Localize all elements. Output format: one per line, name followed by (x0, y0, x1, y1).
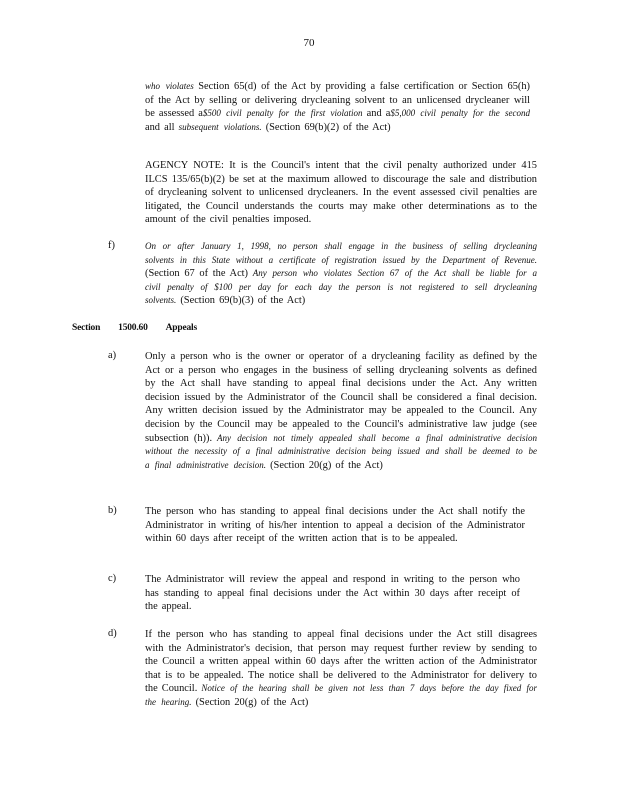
text-run: If the person who has standing to appeal final decisions under the Act still disagrees with the Administrator's decision, that person may request further review by sending to the Council a written appeal within 60 days after the written action of the Administrator that is to be appealed. The notice shall be delivered to the Administrator for delivery to the Council. (145, 629, 537, 695)
text-run: Any person who violates Section 67 of the Act shall be liable for a civil penalty of $100 per day for each day the person is not registered to sell drycleaning solvents. (145, 268, 537, 306)
item-b-paragraph: The person who has standing to appeal final decisions under the Act shall notify the Administrator in writing of his/her intention to appeal a decision of the Administrator within 60 days after receipt of the written action that is to be appealed. (145, 506, 525, 545)
text-run: Section 65(d) of the Act by providing a false certification or Section 65(h) of the Act by selling or delivering drycleaning solvent to an unlicensed drycleaner will be assessed a (145, 81, 531, 120)
item-marker-d: d) (108, 628, 117, 639)
text-run: Any decision not timely appealed shall become a final administrative decision without the necessity of a final administrative decision being issued and shall be deemed to be a final administrative decision. (145, 432, 537, 470)
agency-note: AGENCY NOTE: It is the Council's intent that the civil penalty authorized under 415 ILCS 135/65(b)(2) be set at the maximum allowed to discourage the sale and distribution of drycleaning solvent to unlicensed drycleaners. In the event assessed civil penalties are litigated, the Council understands the courts may make other determinations as to the amount of the civil penalties imposed. (145, 160, 537, 226)
top-paragraph (145, 80, 530, 134)
text-run: and a (362, 108, 391, 120)
text-run: (Section 20(g) of the Act) (191, 696, 309, 708)
item-c-paragraph: The Administrator will review the appeal and respond in writing to the person who has standing to appeal final decisions under the Act within 30 days after receipt of the appeal. (145, 574, 520, 613)
text-run: (Section 69(b)(2) of the Act) (261, 121, 391, 133)
section-number: 1500.60 (118, 323, 148, 333)
text-run: Only a person who is the owner or operator of a drycleaning facility as defined by the Act or a person who engages in the business of selling drycleaning solvents as defined by the Act shall have standing to appeal final decisions under the Act. Any written decision issued by the Administrator of the Council shall be considered a final decision. Any written decision issued by the Administrator may be appealed to the Council. Any decision by the Council may be appealed to the Council's administrative law judge (see subsection (h)). (145, 351, 537, 444)
item-marker-c: c) (108, 573, 117, 584)
text-run: subsequent violations. (178, 121, 262, 132)
text-run: On or after January 1, 1998, no person shall engage in the business of selling drycleaning solvents in this State without a certificate of registration issued by the Department of Revenue. (145, 241, 537, 265)
text-run: Notice of the hearing shall be given not less than 7 days before the day fixed for the hearing. (145, 683, 538, 707)
item-marker-a: a) (108, 350, 117, 361)
item-a-paragraph (145, 350, 537, 472)
item-marker-f: f) (108, 240, 115, 251)
text-run: $5,000 civil penalty for the second (390, 108, 530, 119)
text-run: $500 civil penalty for the first violation (202, 108, 363, 119)
section-heading (72, 323, 215, 333)
item-f-paragraph (145, 240, 537, 308)
item-d-paragraph (145, 628, 537, 710)
text-run: and all (145, 121, 179, 133)
section-title: Appeals (165, 323, 197, 333)
text-run: (Section 20(g) of the Act) (266, 459, 383, 471)
text-run: (Section 69(b)(3) of the Act) (176, 295, 306, 307)
section-label: Section (72, 323, 101, 333)
item-marker-b: b) (108, 505, 117, 516)
page-number: 70 (303, 37, 315, 49)
text-run: who violates (145, 81, 194, 91)
text-run: (Section 67 of the Act) (145, 268, 253, 280)
